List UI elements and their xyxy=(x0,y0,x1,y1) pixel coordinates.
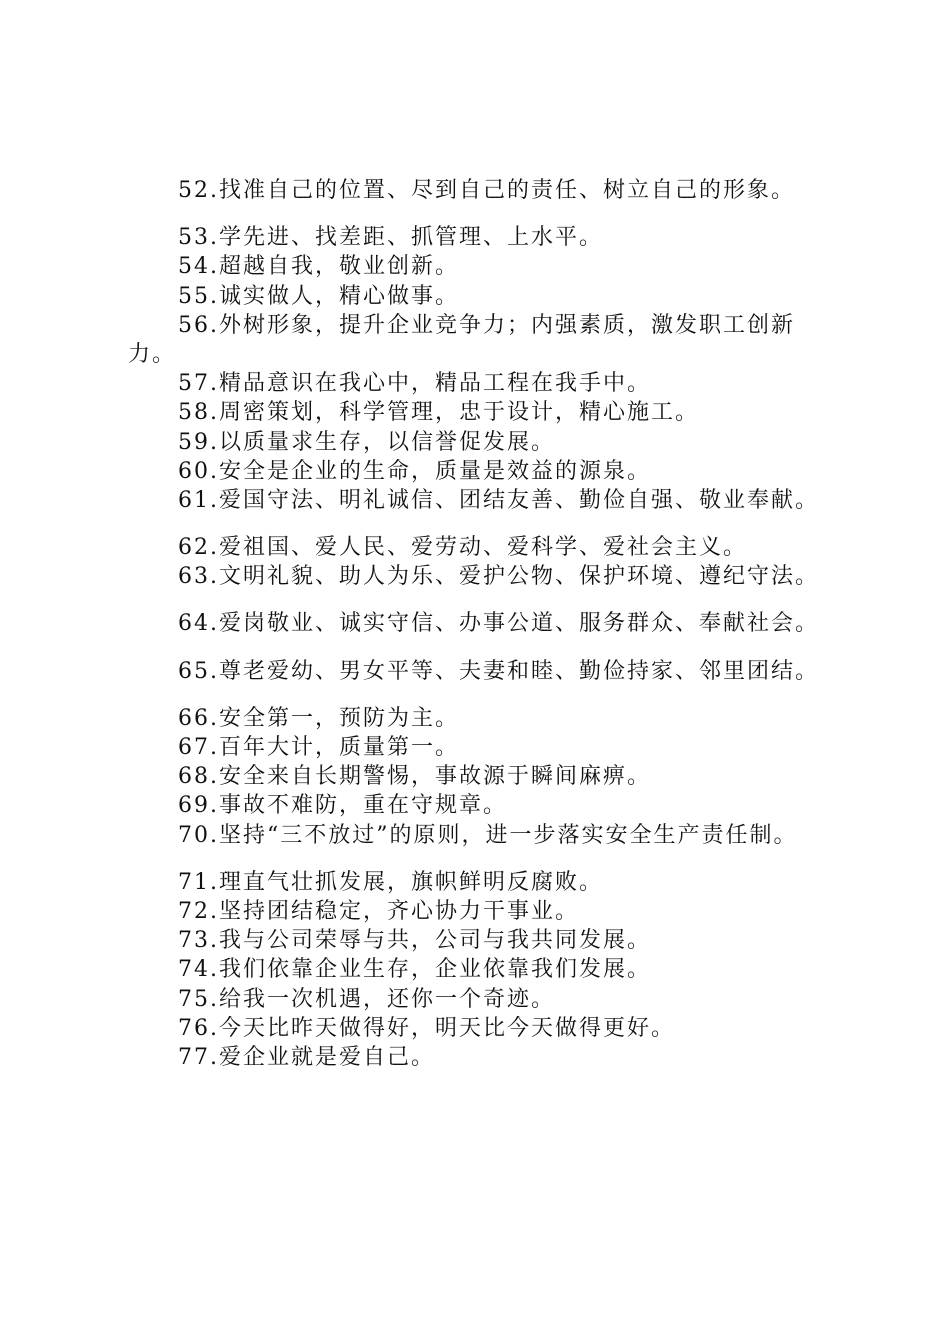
list-item: 56.外树形象，提升企业竞争力；内强素质，激发职工创新 xyxy=(178,312,795,338)
paragraph-gap xyxy=(128,205,848,223)
paragraph-gap xyxy=(128,515,848,533)
list-item: 73.我与公司荣辱与共，公司与我共同发展。 xyxy=(178,928,651,954)
list-item: 64.爱岗敬业、诚实守信、办事公道、服务群众、奉献社会。 xyxy=(178,611,819,637)
list-item: 54.超越自我，敬业创新。 xyxy=(178,254,459,280)
list-item: 63.文明礼貌、助人为乐、爱护公物、保护环境、遵纪守法。 xyxy=(178,564,819,590)
list-item: 67.百年大计，质量第一。 xyxy=(178,735,459,760)
list-item: 66.安全第一，预防为主。 xyxy=(178,705,459,731)
list-item: 62.爱祖国、爱人民、爱劳动、爱科学、爱社会主义。 xyxy=(178,535,747,561)
list-item: 71.理直气壮抓发展，旗帜鲜明反腐败。 xyxy=(178,869,603,895)
slogan-list xyxy=(128,176,848,1072)
paragraph-gap xyxy=(128,686,848,704)
list-item: 52.找准自己的位置、尽到自己的责任、树立自己的形象。 xyxy=(178,178,795,203)
paragraph-gap xyxy=(128,639,848,657)
list-item-continuation: 力。 xyxy=(128,341,177,367)
list-item: 53.学先进、找差距、抓管理、上水平。 xyxy=(178,225,603,251)
list-item: 76.今天比昨天做得好，明天比今天做得更好。 xyxy=(178,1015,675,1041)
list-item: 72.坚持团结稳定，齐心协力干事业。 xyxy=(178,898,579,924)
paragraph-gap xyxy=(128,850,848,868)
list-item: 77.爱企业就是爱自己。 xyxy=(178,1044,435,1070)
list-item: 70.坚持“三不放过”的原则，进一步落实安全生产责任制。 xyxy=(178,822,798,848)
list-item: 55.诚实做人，精心做事。 xyxy=(178,283,459,309)
list-item: 58.周密策划，科学管理，忠于设计，精心施工。 xyxy=(178,400,699,426)
list-item: 57.精品意识在我心中，精品工程在我手中。 xyxy=(178,371,651,397)
list-item: 75.给我一次机遇，还你一个奇迹。 xyxy=(178,986,555,1012)
paragraph-gap xyxy=(128,591,848,609)
list-item: 59.以质量求生存，以信誉促发展。 xyxy=(178,429,555,455)
list-item: 74.我们依靠企业生存，企业依靠我们发展。 xyxy=(178,957,651,983)
list-item: 69.事故不难防，重在守规章。 xyxy=(178,793,507,819)
list-item: 60.安全是企业的生命，质量是效益的源泉。 xyxy=(178,458,651,484)
list-item: 68.安全来自长期警惕，事故源于瞬间麻痹。 xyxy=(178,764,651,790)
list-item: 61.爱国守法、明礼诚信、团结友善、勤俭自强、敬业奉献。 xyxy=(178,487,819,513)
list-item: 65.尊老爱幼、男女平等、夫妻和睦、勤俭持家、邻里团结。 xyxy=(178,658,819,684)
